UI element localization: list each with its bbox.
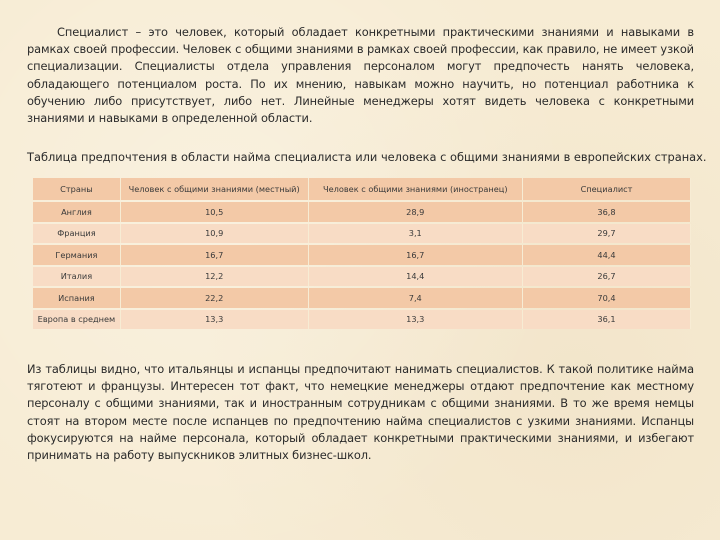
table-row [33,288,691,308]
intro-paragraph: Специалист – это человек, который обладает конкретными практическими знаниями и навыками в рамках своей профессии. Человек с общими знаниями в рамках своей профессии, как правило, не имеет узкой специализации. Специалисты отдела управления персоналом могут предпочесть нанять человека, обладающего потенциалом роста. По их мнению, навыкам можно научить, но потенциал работника к обучению либо присутствует, либо нет. Линейные менеджеры хотят видеть человека с конкретными знаниями и навыками в определенной области. [27,25,694,126]
cell-generalist-local: 16,7 [121,245,309,265]
conclusion-paragraph: Из таблицы видно, что итальянцы и испанцы предпочитают нанимать специалистов. К такой политике найма тяготеют и французы. Интересен тот факт, что немецкие менеджеры отдают предпочтение как местному персоналу с общими знаниями, так и иностранным сотрудникам с общими знаниями. В то же время немцы стоят на втором месте после испанцев по предпочтению найма специалистов с узкими знаниями. Испанцы фокусируются на найме персонала, который обладает конкретными практическими знаниями, и избегают принимать на работу выпускников элитных бизнес-школ. [27,362,694,463]
table-row [33,224,691,244]
table-row [33,245,691,265]
cell-generalist-local: 13,3 [121,310,309,330]
cell-country: Франция [33,224,121,244]
cell-specialist: 44,4 [523,245,691,265]
header-generalist-foreign: Человек с общими знаниями (иностранец) [309,178,524,200]
cell-specialist: 26,7 [523,267,691,287]
cell-generalist-local: 10,9 [121,224,309,244]
cell-generalist-foreign: 3,1 [309,224,524,244]
header-countries: Страны [33,178,121,200]
header-specialist: Специалист [523,178,691,200]
preference-table [33,176,691,331]
cell-specialist: 29,7 [523,224,691,244]
cell-specialist: 36,1 [523,310,691,330]
cell-generalist-foreign: 28,9 [309,202,524,222]
table-row [33,267,691,287]
header-generalist-local: Человек с общими знаниями (местный) [121,178,309,200]
cell-country: Германия [33,245,121,265]
table-row [33,310,691,330]
cell-country: Европа в среднем [33,310,121,330]
cell-generalist-local: 10,5 [121,202,309,222]
table-caption: Таблица предпочтения в области найма специалиста или человека с общими знаниями в европейских странах. [27,150,707,164]
cell-country: Испания [33,288,121,308]
cell-specialist: 36,8 [523,202,691,222]
cell-generalist-foreign: 14,4 [309,267,524,287]
cell-generalist-foreign: 7,4 [309,288,524,308]
cell-generalist-local: 22,2 [121,288,309,308]
table-row [33,202,691,222]
cell-generalist-local: 12,2 [121,267,309,287]
table-header-row [33,178,691,200]
cell-generalist-foreign: 13,3 [309,310,524,330]
cell-country: Англия [33,202,121,222]
cell-generalist-foreign: 16,7 [309,245,524,265]
cell-specialist: 70,4 [523,288,691,308]
cell-country: Италия [33,267,121,287]
